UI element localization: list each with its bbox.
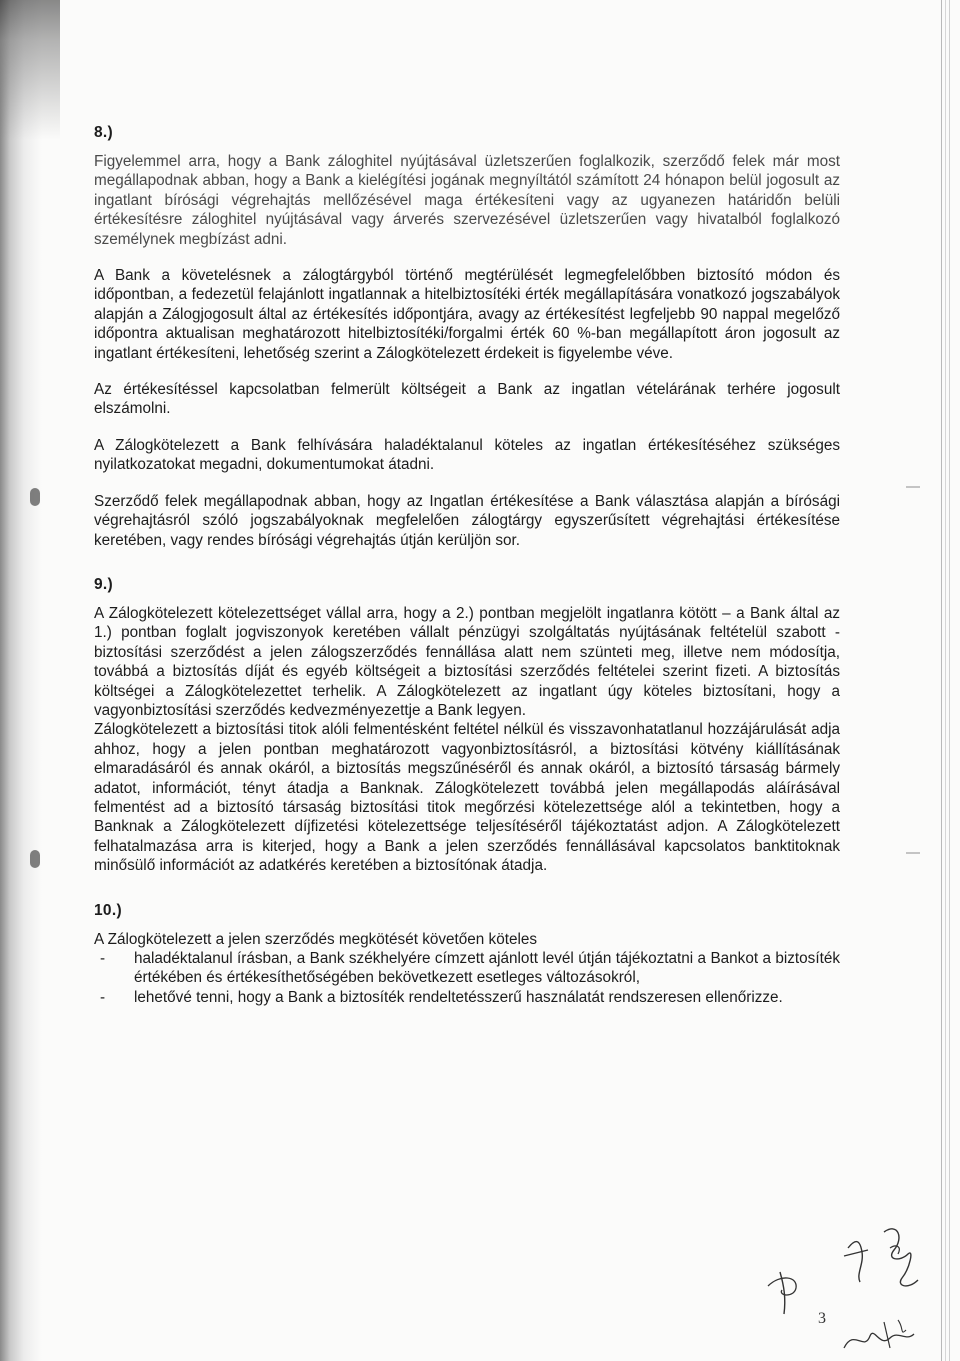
scan-line [945,0,946,1361]
scan-mark [906,852,920,854]
paragraph: Zálogkötelezett a biztosítási titok alóli felmentésként feltétel nélkül és visszavonhatatlanul hozzájárulását adja ahhoz, hogy a jelen pontban meghatározott vagyonbiztosításról, a biztosítási kötvény kiállításának elmaradásáról és annak okáról, a biztosítás megszűnéséről és annak okáról, a biztosító társaság bármely adatot, információt, tényt átadja a Banknak. Zálogkötelezett továbbá jelen megállapodás aláírásával felmentést ad a biztosító társaság biztosítási titok megőrzési kötelezettsége alól a tekintetben, hogy a Banknak a Zálogkötelezett díjfizetési kötelezettsége teljesítéséről tájékoztatást adjon. A Zálogkötelezett felhatalmazása arra is kiterjed, hogy a Bank a jelen szerződés fennállásával kapcsolatos banktitoknak minősülő információt az adatkérés keretében a biztosítónak átadja. [94,721,840,875]
scan-shadow-left [0,0,42,1361]
scan-shadow-top [0,0,60,140]
section-heading-10: 10.) [94,901,122,919]
paragraph: A Bank a követelésnek a zálogtárgyból történő megtérülését legmegfelelőbben biztosító módon és időpontban, a fedezetül felajánlott ingatlannak a hitelbiztosítéki érték megállapítására vonatkozó jogszabályok alapján a Zálogjogosult által az értékesítés időpontjára, avagy az értékesítést legfeljebb 90 nappal megelőző időpontra aktualisan meghatározott hitelbiztosítéki/forgalmi érték 60 %-ban megállapított áron jogosult az ingatlant értékesíteni, lehetőség szerint a Zálogkötelezett érdekeit is figyelembe véve. [94,267,840,362]
obligation-list [94,949,840,1007]
scan-line [949,0,950,1361]
paragraph: A Zálogkötelezett a jelen szerződés megkötését követően köteles [94,930,538,948]
paragraph: Figyelemmel arra, hogy a Bank záloghitel nyújtásával üzletszerűen foglalkozik, szerződő felek már most megállapodnak abban, hogy a Bank a kielégítési jogának megnyíltától számított 24 hónapon belül jogosult az ingatlant bírósági végrehajtás mellőzésével maga értékesíteni vagy az ugyanezen határidőn belüli értékesítésre záloghitel nyújtásával vagy árverés szervezésével üzletszerűen vagy hivatalból foglalkozó személynek megbízást adni. [94,153,840,248]
page-number: 3 [818,1310,826,1327]
handwritten-signature [840,1318,920,1358]
handwritten-initials [838,1218,928,1298]
scan-mark [906,486,920,488]
handwritten-initials [760,1262,820,1322]
punch-hole-mark [30,850,40,868]
section-heading-8: 8.) [94,124,113,141]
scan-line [941,0,942,1361]
paragraph: Szerződő felek megállapodnak abban, hogy az Ingatlan értékesítése a Bank választása alapján a bírósági végrehajtásról szóló jogszabályoknak megfelelően zálogtárgy egyszerűsített végrehajtási értékesítése keretében, vagy rendes bírósági végrehajtás útján kerüljön sor. [94,492,840,549]
section-heading-9: 9.) [94,575,113,593]
paragraph: A Zálogkötelezett a Bank felhívására haladéktalanul köteles az ingatlan értékesítéséhez szükséges nyilatkozatokat megadni, dokumentumokat átadni. [94,436,840,474]
paragraph: A Zálogkötelezett kötelezettséget vállal arra, hogy a 2.) pontban megjelölt ingatlanra kötött – a Bank által az 1.) pontban foglalt jogviszonyok keretében vállalt pénzügyi szolgáltatás nyújtásának feltételül szabott - biztosítási szerződést a jelen zálogszerződés fennállása alatt nem szünteti meg, illetve nem módosítja, továbbá a biztosítás díját és egyéb költségeit a biztosítási szerződés feltételei szerint fizeti. A biztosítás költségei a Zálogkötelezettet terhelik. A Zálogkötelezett az ingatlant úgy köteles biztosítani, hogy a vagyonbiztosítási szerződés kedvezményezettje a Bank legyen. [94,604,840,719]
list-item: - lehetővé tenni, hogy a Bank a biztosíték rendeltetésszerű használatát rendszeresen ellenőrizze. [94,988,840,1007]
punch-hole-mark [30,488,40,506]
document-body [94,124,840,1007]
paragraph: Az értékesítéssel kapcsolatban felmerült költségeit a Bank az ingatlan vételárának terhére jogosult elszámolni. [94,381,840,418]
list-item: - haladéktalanul írásban, a Bank székhelyére címzett ajánlott levél útján tájékoztatni a Bankot a biztosíték értékében és értékesíthetőségében bekövetkezett esetleges változásokról, [94,949,840,988]
